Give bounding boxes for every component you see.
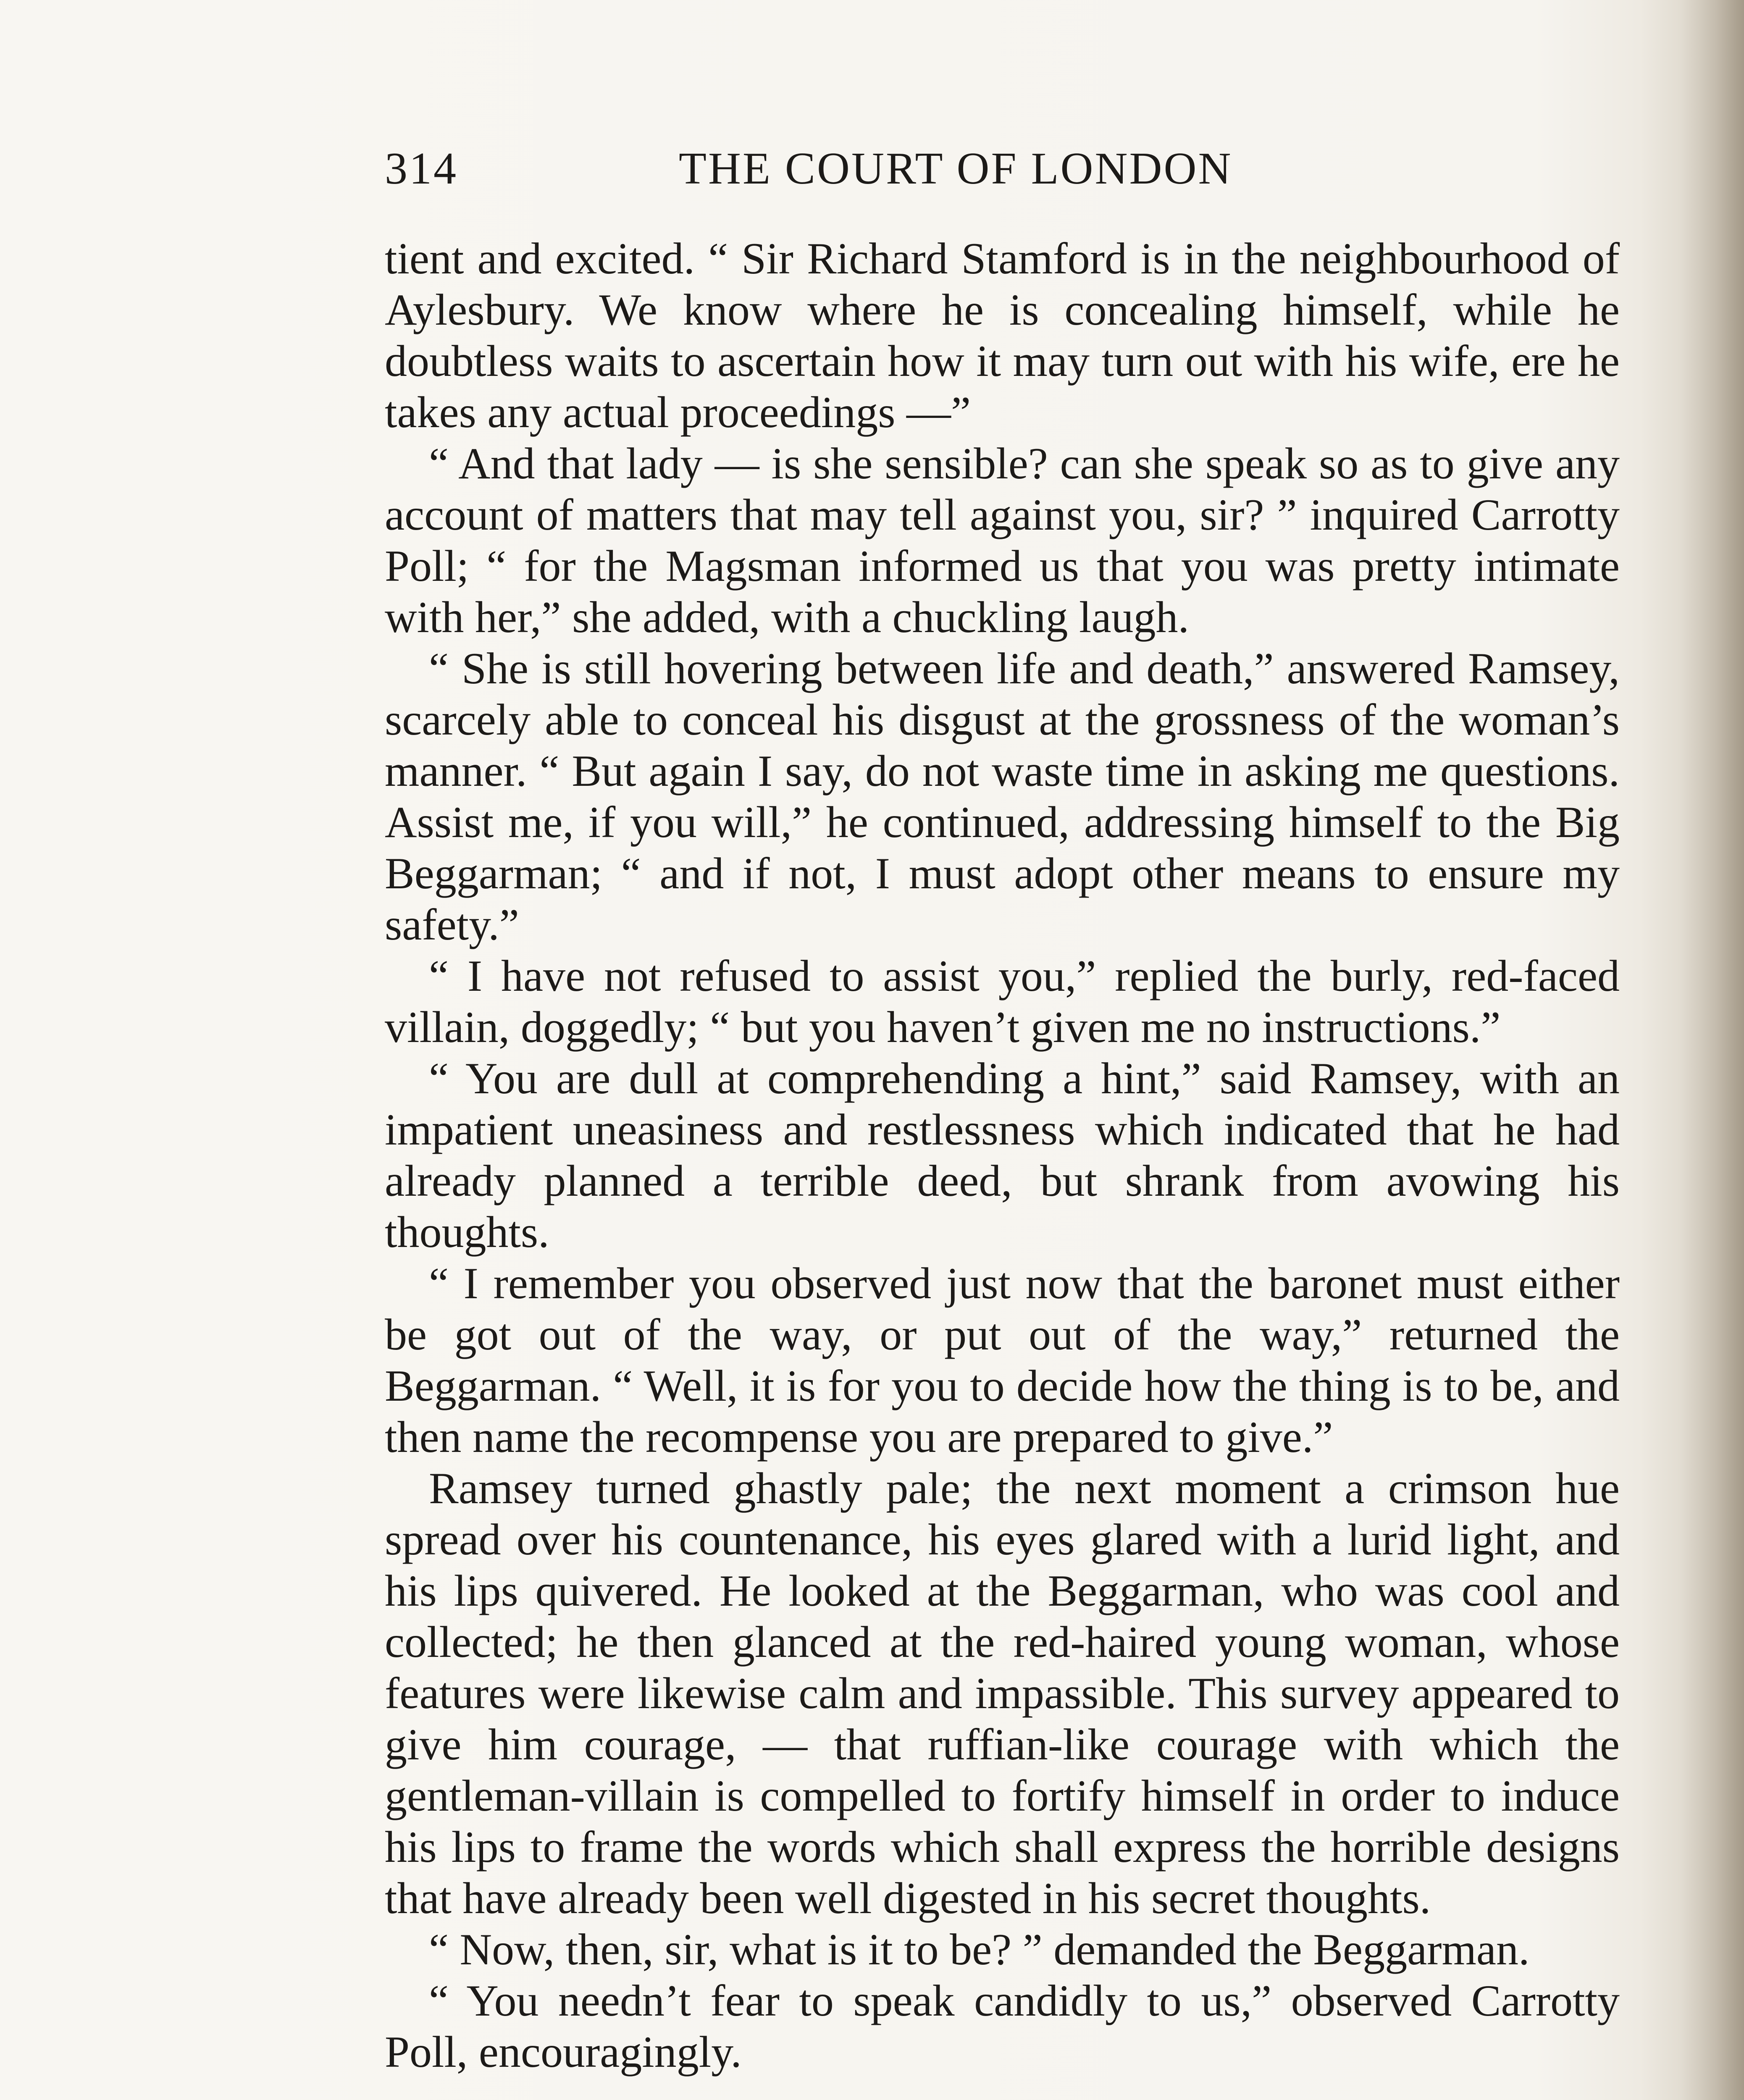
paragraph: Ramsey turned ghastly pale; the next moment a crimson hue spread over his countenance, his eyes glared with a lurid light, and his lips quivered. He looked at the Beggarman, who was cool and collected; he then glanced at the red-haired young woman, whose features were likewise calm and impassible. This survey appeared to give him courage, — that ruffian-like courage with which the gentleman-villain is compelled to fortify himself in order to induce his lips to frame the words which shall express the horrible designs that have already been well digested in his secret thoughts. [385,1464,1620,1923]
paragraph: “ She is still hovering between life and death,” answered Ramsey, scarcely able to conceal his disgust at the grossness of the woman’s manner. “ But again I say, do not waste time in asking me questions. Assist me, if you will,” he continued, addressing himself to the Big Beggarman; “ and if not, I must adopt other means to ensure my safety.” [385,644,1620,949]
page-header [385,143,1330,206]
page-number: 314 [385,144,458,194]
spine-shadow [1681,0,1744,2100]
paragraph: “ I remember you observed just now that the baronet must either be got out of the way, or put out of the way,” returned the Beggarman. “ Well, it is for you to decide how the thing is to be, and then name the recompense you are prepared to give.” [385,1259,1620,1462]
paragraph: “ I have not refused to assist you,” replied the burly, red-faced villain, doggedly; “ but you haven’t given me no instructions.” [385,951,1620,1052]
paragraph: “ Now, then, sir, what is it to be? ” demanded the Beggarman. [429,1925,1530,1974]
body-text [385,233,1620,2078]
running-title: THE COURT OF LONDON [679,144,1233,194]
paragraph: “ And that lady — is she sensible? can she speak so as to give any account of matters that may tell against you, sir? ” inquired Carrotty Poll; “ for the Magsman informed us that you was pretty intimate with her,” she added, with a chuckling laugh. [385,439,1620,642]
paragraph: tient and excited. “ Sir Richard Stamford is in the neighbourhood of Aylesbury. We know where he is concealing himself, while he doubtless waits to ascertain how it may turn out with his wife, ere he takes any actual proceedings —” [385,234,1620,437]
paragraph: “ You needn’t fear to speak candidly to us,” observed Carrotty Poll, encouragingly. [385,1976,1620,2076]
paragraph: “ You are dull at comprehending a hint,” said Ramsey, with an impatient uneasiness and restlessness which indicated that he had already planned a terrible deed, but shrank from avowing his thoughts. [385,1054,1620,1257]
